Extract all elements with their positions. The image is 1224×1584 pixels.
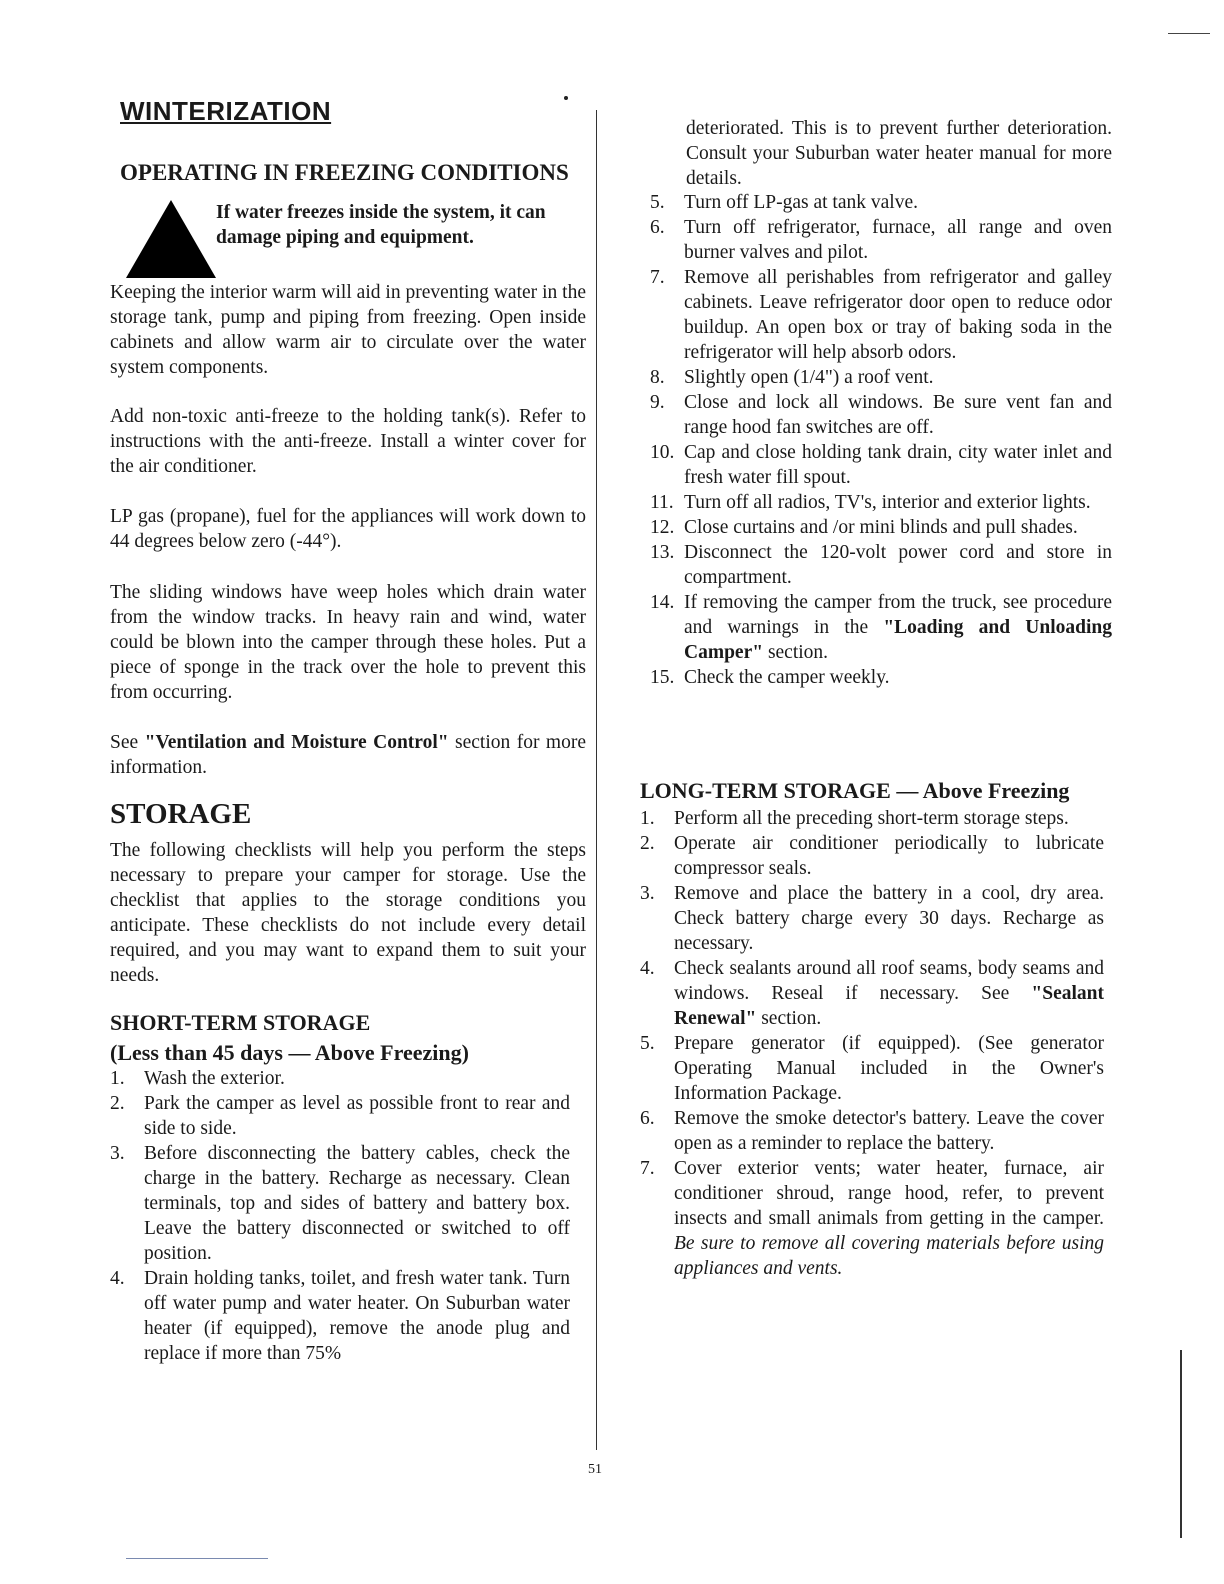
list-item: 12. Close curtains and /or mini blinds and pull shades. bbox=[650, 517, 1078, 538]
list-item: 7. Cover exterior vents; water heater, furnace, air conditioner shroud, range hood, refer, to prevent insects and small animals from getting in the camper. Be sure to remove all covering materials before using appliances and vents. bbox=[640, 1158, 1104, 1279]
paragraph-sliding-windows: The sliding windows have weep holes which drain water from the window tracks. In heavy rain and wind, water could be blown into the camper through these holes. Put a piece of sponge in the track over the hole to prevent this from occurring. bbox=[110, 582, 586, 703]
paragraph-lp-gas: LP gas (propane), fuel for the appliances will work down to 44 degrees below zero (-44°). bbox=[110, 506, 586, 552]
covering-warning: Be sure to remove all covering materials before using appliances and vents. bbox=[674, 1233, 1104, 1279]
list-item: 1. Wash the exterior. bbox=[110, 1068, 285, 1089]
warning-triangle-icon bbox=[126, 200, 216, 278]
winterization-title: WINTERIZATION bbox=[120, 96, 332, 126]
list-item: 10. Cap and close holding tank drain, city water inlet and fresh water fill spout. bbox=[650, 442, 1112, 488]
list-item: 1. Perform all the preceding short-term storage steps. bbox=[640, 808, 1069, 829]
list-item: 3. Remove and place the battery in a cool, dry area. Check battery charge every 30 days. Recharge as necessary. bbox=[640, 883, 1104, 954]
scan-mark-top-right bbox=[1168, 33, 1210, 34]
paragraph-see-ventilation: See "Ventilation and Moisture Control" section for more information. bbox=[110, 732, 586, 778]
list-item: 2. Park the camper as level as possible front to rear and side to side. bbox=[110, 1093, 570, 1139]
scan-speck bbox=[564, 96, 568, 100]
loading-camper-reference: "Loading and Unloading Camper" bbox=[684, 617, 1112, 663]
short-term-list-continued bbox=[650, 190, 1112, 690]
short-term-subheading: (Less than 45 days — Above Freezing) bbox=[110, 1040, 469, 1065]
list-item: 13. Disconnect the 120-volt power cord and store in compartment. bbox=[650, 542, 1112, 588]
long-term-heading: LONG-TERM STORAGE — Above Freezing bbox=[640, 778, 1070, 803]
list-item: 14. If removing the camper from the truck, see procedure and warnings in the "Loading and Unloading Camper" section. bbox=[650, 592, 1112, 663]
list-item: 5. Prepare generator (if equipped). (See generator Operating Manual included in the Owner's Information Package. bbox=[640, 1033, 1104, 1104]
storage-heading: STORAGE bbox=[110, 798, 252, 830]
sealant-renewal-reference: "Sealant Renewal" bbox=[674, 983, 1104, 1029]
long-term-list bbox=[640, 806, 1104, 1281]
ventilation-reference: "Ventilation and Moisture Control" bbox=[144, 732, 449, 753]
short-term-heading: SHORT-TERM STORAGE bbox=[110, 1010, 371, 1035]
column-divider bbox=[596, 110, 597, 1450]
list-item: 8. Slightly open (1/4") a roof vent. bbox=[650, 367, 934, 388]
scan-mark-bottom-left bbox=[126, 1558, 268, 1559]
list-item: 15. Check the camper weekly. bbox=[650, 667, 890, 688]
scan-mark-right-edge bbox=[1180, 1350, 1182, 1538]
list-item: 9. Close and lock all windows. Be sure vent fan and range hood fan switches are off. bbox=[650, 392, 1112, 438]
list-item: 4. Check sealants around all roof seams, body seams and windows. Reseal if necessary. See "Sealant Renewal" section. bbox=[640, 958, 1104, 1029]
warning-block bbox=[110, 200, 586, 280]
list-item: 6. Remove the smoke detector's battery. Leave the cover open as a reminder to replace the battery. bbox=[640, 1108, 1104, 1154]
list-item: 3. Before disconnecting the battery cables, check the charge in the battery. Recharge as necessary. Clean terminals, top and sides of battery and battery box. Leave the battery disconnected or switched to off position. bbox=[110, 1143, 570, 1264]
list-item: 5. Turn off LP-gas at tank valve. bbox=[650, 192, 918, 213]
warning-text: If water freezes inside the system, it can damage piping and equipment. bbox=[216, 202, 546, 248]
operating-heading: OPERATING IN FREEZING CONDITIONS bbox=[120, 160, 569, 185]
list-item: 11. Turn off all radios, TV's, interior and exterior lights. bbox=[650, 492, 1091, 513]
continuation-text: deteriorated. This is to prevent further deterioration. Consult your Suburban water heater manual for more details. bbox=[686, 118, 1112, 189]
storage-intro: The following checklists will help you perform the steps necessary to prepare your camper for storage. Use the checklist that applies to the storage conditions you anticipate. These checklists do not include every detail required, and you may want to expand them to suit your needs. bbox=[110, 840, 586, 986]
list-item: 4. Drain holding tanks, toilet, and fresh water tank. Turn off water pump and water heater. On Suburban water heater (if equipped), remove the anode plug and replace if more than 75% bbox=[110, 1268, 570, 1364]
list-item: 6. Turn off refrigerator, furnace, all range and oven burner valves and pilot. bbox=[650, 217, 1112, 263]
paragraph-anti-freeze: Add non-toxic anti-freeze to the holding tank(s). Refer to instructions with the anti-freeze. Install a winter cover for the air conditioner. bbox=[110, 406, 586, 477]
list-item: 2. Operate air conditioner periodically to lubricate compressor seals. bbox=[640, 833, 1104, 879]
list-item: 7. Remove all perishables from refrigerator and galley cabinets. Leave refrigerator door open to reduce odor buildup. An open box or tray of baking soda in the refrigerator will help absorb odors. bbox=[650, 267, 1112, 363]
short-term-list bbox=[110, 1066, 570, 1366]
page-number: 51 bbox=[588, 1462, 602, 1477]
paragraph-interior-warm: Keeping the interior warm will aid in preventing water in the storage tank, pump and piping from freezing. Open inside cabinets and allow warm air to circulate over the water system components. bbox=[110, 282, 586, 378]
